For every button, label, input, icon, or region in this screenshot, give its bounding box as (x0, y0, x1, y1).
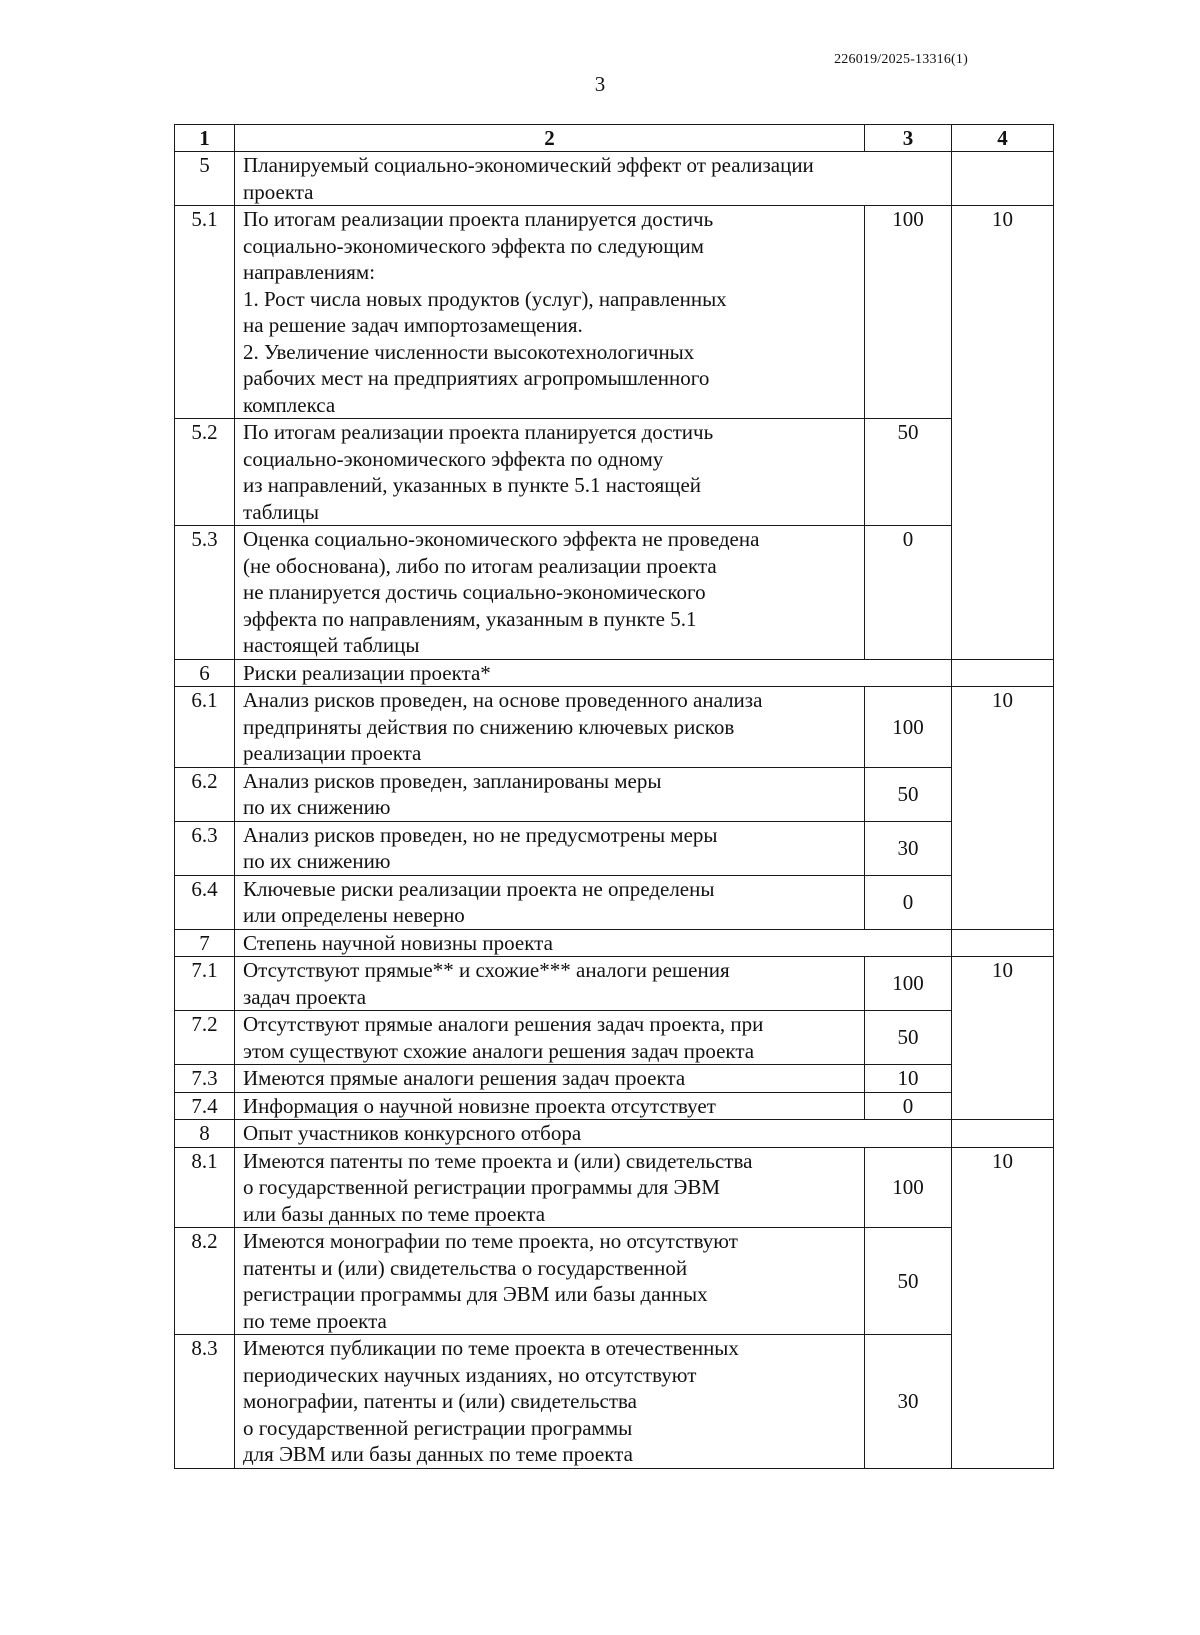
section-row (175, 1120, 1054, 1148)
row-number: 6.2 (175, 767, 235, 821)
criteria-table (174, 124, 1054, 1469)
table-row (175, 1147, 1054, 1228)
text-line: монографии, патенты и (или) свидетельства (243, 1389, 638, 1413)
score-cell: 0 (865, 875, 952, 929)
column-header: 3 (865, 125, 952, 152)
row-number: 5.1 (175, 206, 235, 419)
text-line: на решение задач импортозамещения. (243, 313, 583, 337)
text-line: 1. Рост числа новых продуктов (услуг), направленных (243, 286, 727, 311)
table-row (175, 526, 1054, 660)
row-number: 7 (175, 929, 235, 957)
criterion-text (235, 419, 865, 526)
table-row (175, 1011, 1054, 1065)
score-cell: 100 (865, 687, 952, 768)
empty-cell (952, 659, 1054, 687)
criterion-text (235, 821, 865, 875)
criterion-text (235, 206, 865, 419)
text-line: о государственной регистрации программы (243, 1415, 633, 1440)
text-line: Планируемый социально-экономический эффект от реализации (243, 153, 814, 177)
text-line: Имеются публикации по теме проекта в отечественных (243, 1336, 739, 1360)
text-line: по их снижению (243, 849, 391, 873)
table-row (175, 821, 1054, 875)
text-line: реализации проекта (243, 741, 422, 765)
text-line: Риски реализации проекта* (243, 660, 491, 685)
score-cell: 50 (865, 419, 952, 526)
row-number: 5.2 (175, 419, 235, 526)
section-row (175, 929, 1054, 957)
text-line: по теме проекта (243, 1308, 387, 1333)
text-line: Анализ рисков проведен, на основе проведенного анализа (243, 688, 763, 712)
score-cell: 0 (865, 526, 952, 660)
score-cell: 50 (865, 1011, 952, 1065)
weight-cell: 10 (952, 957, 1054, 1120)
text-line: социально-экономического эффекта по следующим (243, 233, 704, 258)
criterion-text (235, 1147, 865, 1228)
row-number: 6.3 (175, 821, 235, 875)
section-row (175, 659, 1054, 687)
table-row (175, 957, 1054, 1011)
section-title (235, 929, 952, 957)
row-number: 7.1 (175, 957, 235, 1011)
weight-cell: 10 (952, 206, 1054, 660)
text-line: Анализ рисков проведен, запланированы меры (243, 768, 662, 793)
text-line: настоящей таблицы (243, 633, 420, 657)
table-row (175, 1335, 1054, 1469)
row-number: 5 (175, 152, 235, 206)
text-line: социально-экономического эффекта по одному (243, 446, 664, 471)
row-number: 8.1 (175, 1147, 235, 1228)
text-line: эффекта по направлениям, указанным в пункте 5.1 (243, 606, 697, 631)
text-line: комплекса (243, 392, 336, 417)
text-line: из направлений, указанных в пункте 5.1 настоящей (243, 473, 702, 497)
text-line: или определены неверно (243, 903, 465, 927)
score-cell: 0 (865, 1092, 952, 1120)
column-header: 2 (235, 125, 865, 152)
empty-cell (952, 152, 1054, 206)
score-cell: 100 (865, 206, 952, 419)
section-row (175, 152, 1054, 206)
section-title (235, 152, 952, 206)
row-number: 8.3 (175, 1335, 235, 1469)
row-number: 7.4 (175, 1092, 235, 1120)
text-line: или базы данных по теме проекта (243, 1201, 546, 1226)
row-number: 6 (175, 659, 235, 687)
text-line: патенты и (или) свидетельства о государственной (243, 1255, 688, 1280)
criterion-text (235, 687, 865, 768)
text-line: (не обоснована), либо по итогам реализации проекта (243, 553, 717, 578)
empty-cell (952, 1120, 1054, 1148)
table-row (175, 767, 1054, 821)
row-number: 5.3 (175, 526, 235, 660)
section-title (235, 1120, 952, 1148)
column-header: 1 (175, 125, 235, 152)
text-line: задач проекта (243, 984, 367, 1009)
criterion-text (235, 767, 865, 821)
weight-cell: 10 (952, 687, 1054, 930)
criterion-text (235, 957, 865, 1011)
table-header-row (175, 125, 1054, 152)
row-number: 8.2 (175, 1228, 235, 1335)
table-row (175, 1065, 1054, 1093)
score-cell: 10 (865, 1065, 952, 1093)
text-line: Информация о научной новизне проекта отсутствует (243, 1093, 716, 1118)
criterion-text (235, 1065, 865, 1093)
score-cell: 50 (865, 1228, 952, 1335)
row-number: 7.2 (175, 1011, 235, 1065)
criterion-text (235, 875, 865, 929)
criterion-text (235, 1228, 865, 1335)
text-line: предприняты действия по снижению ключевых рисков (243, 714, 735, 739)
text-line: для ЭВМ или базы данных по теме проекта (243, 1442, 633, 1466)
text-line: направлениям: (243, 260, 376, 284)
section-title (235, 659, 952, 687)
criterion-text (235, 1335, 865, 1469)
text-line: Отсутствуют прямые аналоги решения задач проекта, при (243, 1012, 764, 1036)
criterion-text (235, 1011, 865, 1065)
text-line: Опыт участников конкурсного отбора (243, 1121, 582, 1145)
text-line: о государственной регистрации программы для ЭВМ (243, 1175, 721, 1199)
text-line: по их снижению (243, 795, 391, 819)
text-line: не планируется достичь социально-экономического (243, 580, 706, 604)
score-cell: 50 (865, 767, 952, 821)
text-line: Оценка социально-экономического эффекта не проведена (243, 527, 760, 551)
text-line: таблицы (243, 499, 319, 524)
text-line: Анализ рисков проведен, но не предусмотрены меры (243, 822, 718, 847)
table-row (175, 419, 1054, 526)
text-line: проекта (243, 179, 314, 204)
empty-cell (952, 929, 1054, 957)
column-header: 4 (952, 125, 1054, 152)
weight-cell: 10 (952, 1147, 1054, 1468)
text-line: периодических научных изданиях, но отсутствуют (243, 1362, 697, 1387)
row-number: 8 (175, 1120, 235, 1148)
text-line: этом существуют схожие аналоги решения задач проекта (243, 1038, 755, 1063)
text-line: Отсутствуют прямые** и схожие*** аналоги решения (243, 958, 730, 982)
table-row (175, 875, 1054, 929)
table-row (175, 206, 1054, 419)
text-line: Имеются монографии по теме проекта, но отсутствуют (243, 1229, 738, 1253)
text-line: По итогам реализации проекта планируется достичь (243, 420, 714, 444)
text-line: 2. Увеличение численности высокотехнологичных (243, 339, 695, 364)
text-line: По итогам реализации проекта планируется достичь (243, 207, 714, 231)
text-line: Имеются патенты по теме проекта и (или) свидетельства (243, 1148, 753, 1173)
text-line: регистрации программы для ЭВМ или базы данных (243, 1282, 708, 1306)
table-row (175, 1228, 1054, 1335)
text-line: Имеются прямые аналоги решения задач проекта (243, 1066, 686, 1090)
score-cell: 30 (865, 821, 952, 875)
row-number: 6.1 (175, 687, 235, 768)
row-number: 6.4 (175, 875, 235, 929)
score-cell: 100 (865, 1147, 952, 1228)
text-line: Ключевые риски реализации проекта не определены (243, 876, 715, 901)
row-number: 7.3 (175, 1065, 235, 1093)
score-cell: 100 (865, 957, 952, 1011)
table-row (175, 687, 1054, 768)
score-cell: 30 (865, 1335, 952, 1469)
criterion-text (235, 1092, 865, 1120)
document-registration-number: 226019/2025-13316(1) (834, 52, 968, 67)
text-line: Степень научной новизны проекта (243, 930, 553, 955)
page-number: 3 (594, 72, 606, 96)
text-line: рабочих мест на предприятиях агропромышленного (243, 366, 710, 390)
criterion-text (235, 526, 865, 660)
table-row (175, 1092, 1054, 1120)
